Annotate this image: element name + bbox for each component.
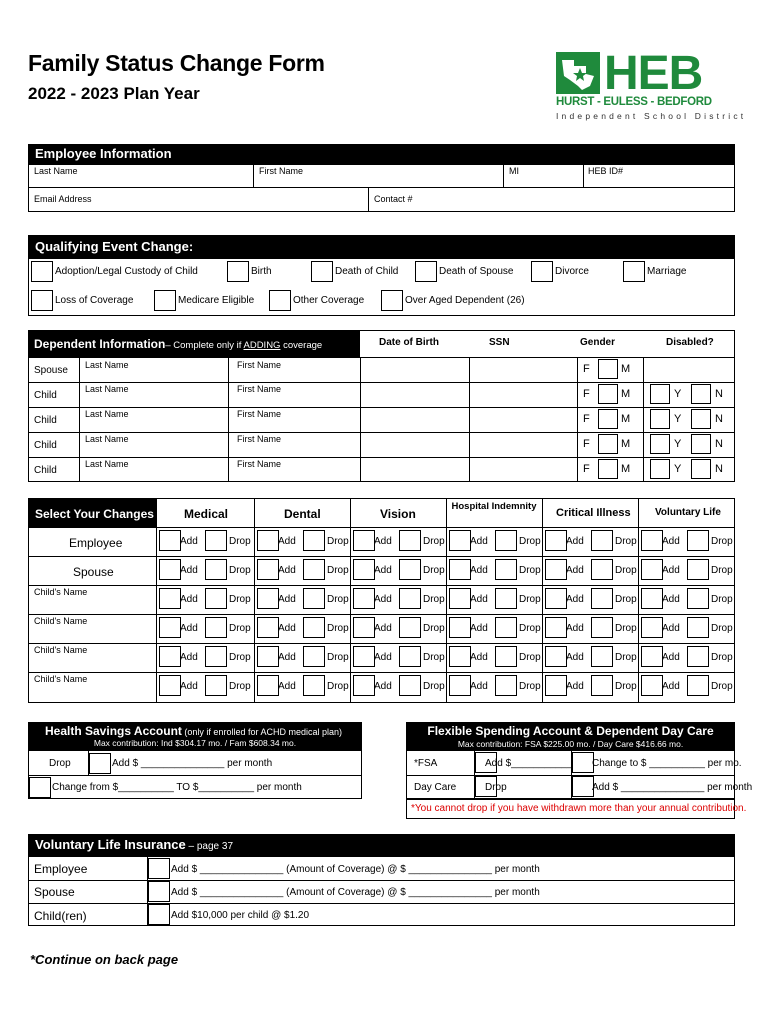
gender-f-checkbox[interactable] <box>598 459 618 479</box>
drop-checkbox[interactable] <box>495 530 517 551</box>
hsa-title: Health Savings Account <box>45 724 182 738</box>
changes-row-employee: Employee <box>69 536 123 550</box>
add-checkbox[interactable] <box>159 588 181 609</box>
mi-field[interactable]: MI <box>509 166 519 176</box>
disabled-y-label: Y <box>674 388 682 400</box>
logo-isd: Independent School District <box>556 111 747 121</box>
drop-checkbox[interactable] <box>687 617 709 638</box>
drop-label: Drop <box>327 652 349 663</box>
hsa-add-checkbox[interactable] <box>89 753 111 774</box>
vli-row-children: Child(ren) <box>34 909 87 923</box>
hsa-add-label[interactable]: Add $ _______________ per month <box>112 758 273 769</box>
fsa-header <box>406 722 735 750</box>
gender-m-label: M <box>621 463 631 475</box>
row-divider <box>29 614 734 615</box>
vli-spouse-checkbox[interactable] <box>148 881 170 902</box>
birth-label: Birth <box>251 266 272 277</box>
add-checkbox[interactable] <box>641 675 663 696</box>
drop-label: Drop <box>711 623 733 634</box>
add-checkbox[interactable] <box>545 530 567 551</box>
drop-label: Drop <box>519 536 541 547</box>
add-label: Add <box>278 565 296 576</box>
drop-checkbox[interactable] <box>687 588 709 609</box>
add-label: Add <box>278 623 296 634</box>
add-checkbox[interactable] <box>257 617 279 638</box>
drop-checkbox[interactable] <box>495 675 517 696</box>
drop-checkbox[interactable] <box>687 646 709 667</box>
vli-children-text[interactable]: Add $10,000 per child @ $1.20 <box>171 910 310 921</box>
marriage-checkbox[interactable] <box>623 261 645 282</box>
disabled-n-label: N <box>715 438 723 450</box>
add-checkbox[interactable] <box>641 530 663 551</box>
add-checkbox[interactable] <box>449 559 471 580</box>
drop-checkbox[interactable] <box>495 646 517 667</box>
drop-label: Drop <box>519 565 541 576</box>
drop-label: Drop <box>423 565 445 576</box>
add-label: Add <box>662 652 680 663</box>
add-checkbox[interactable] <box>545 617 567 638</box>
dep-last-name[interactable]: Last Name <box>85 384 129 394</box>
changes-row-child[interactable]: Child's Name <box>34 645 88 655</box>
drop-checkbox[interactable] <box>303 675 325 696</box>
add-checkbox[interactable] <box>159 646 181 667</box>
contact-field[interactable]: Contact # <box>374 194 413 204</box>
drop-checkbox[interactable] <box>205 646 227 667</box>
fsa-title: Flexible Spending Account & Dependent Day Care <box>427 724 714 738</box>
add-checkbox[interactable] <box>641 617 663 638</box>
gender-f-checkbox[interactable] <box>598 434 618 454</box>
qualifying-section-header: Qualifying Event Change: <box>28 235 735 258</box>
add-checkbox[interactable] <box>545 588 567 609</box>
fsa-max: Max contribution: FSA $225.00 mo. / Day Care $416.66 mo. <box>457 739 684 749</box>
gender-f-label: F <box>583 438 590 450</box>
changes-grid <box>28 498 735 703</box>
disabled-n-checkbox[interactable] <box>691 384 711 404</box>
add-checkbox[interactable] <box>449 588 471 609</box>
add-label: Add <box>566 681 584 692</box>
dep-last-name[interactable]: Last Name <box>85 409 129 419</box>
add-label: Add <box>374 652 392 663</box>
add-checkbox[interactable] <box>257 646 279 667</box>
drop-label: Drop <box>423 623 445 634</box>
ssn-header: SSN <box>489 337 510 348</box>
qualifying-grid <box>28 258 735 316</box>
employee-grid <box>28 164 735 212</box>
vli-spouse-text[interactable]: Add $ _______________ (Amount of Coverage) @ $ _______________ per month <box>171 887 540 898</box>
medicare-checkbox[interactable] <box>154 290 176 311</box>
add-label: Add <box>374 536 392 547</box>
drop-checkbox[interactable] <box>399 588 421 609</box>
disabled-y-label: Y <box>674 413 682 425</box>
add-checkbox[interactable] <box>353 559 375 580</box>
drop-label: Drop <box>519 681 541 692</box>
last-name-field[interactable]: Last Name <box>34 166 78 176</box>
disabled-header: Disabled? <box>666 337 714 348</box>
add-checkbox[interactable] <box>353 617 375 638</box>
daycare-add-checkbox[interactable] <box>572 776 594 797</box>
plan-vision: Vision <box>380 507 416 521</box>
add-checkbox[interactable] <box>449 675 471 696</box>
disabled-y-checkbox[interactable] <box>650 459 670 479</box>
fsa-label: *FSA <box>414 758 438 769</box>
dep-first-name[interactable]: First Name <box>237 384 282 394</box>
vli-header <box>28 834 735 856</box>
drop-label: Drop <box>519 652 541 663</box>
add-checkbox[interactable] <box>159 559 181 580</box>
disabled-y-label: Y <box>674 463 682 475</box>
loss-coverage-label: Loss of Coverage <box>55 295 134 306</box>
drop-label: Drop <box>229 681 251 692</box>
medicare-label: Medicare Eligible <box>178 295 255 306</box>
fsa-grid <box>406 750 753 799</box>
drop-label: Drop <box>423 536 445 547</box>
drop-checkbox[interactable] <box>495 559 517 580</box>
drop-checkbox[interactable] <box>205 617 227 638</box>
changes-row-child[interactable]: Child's Name <box>34 674 88 684</box>
add-checkbox[interactable] <box>641 646 663 667</box>
add-checkbox[interactable] <box>257 588 279 609</box>
plan-voluntary-life: Voluntary Life <box>655 507 721 518</box>
disabled-n-label: N <box>715 388 723 400</box>
changes-section-header: Select Your Changes <box>35 507 154 521</box>
add-checkbox[interactable] <box>159 617 181 638</box>
drop-checkbox[interactable] <box>399 675 421 696</box>
add-label: Add <box>180 681 198 692</box>
heb-id-field[interactable]: HEB ID# <box>588 166 624 176</box>
add-checkbox[interactable] <box>449 617 471 638</box>
drop-label: Drop <box>229 594 251 605</box>
add-label: Add <box>470 594 488 605</box>
add-checkbox[interactable] <box>545 559 567 580</box>
hsa-note: (only if enrolled for ACHD medical plan) <box>181 727 342 737</box>
drop-checkbox[interactable] <box>303 617 325 638</box>
drop-label: Drop <box>615 536 637 547</box>
drop-label: Drop <box>229 565 251 576</box>
vli-grid <box>28 856 735 926</box>
drop-checkbox[interactable] <box>591 588 613 609</box>
add-checkbox[interactable] <box>353 530 375 551</box>
dep-row-child: Child <box>34 465 57 476</box>
add-checkbox[interactable] <box>449 646 471 667</box>
disabled-y-checkbox[interactable] <box>650 434 670 454</box>
gender-header: Gender <box>580 337 616 348</box>
gender-m-label: M <box>621 413 631 425</box>
drop-label: Drop <box>423 652 445 663</box>
dep-row-spouse: Spouse <box>34 365 68 376</box>
add-label: Add <box>470 565 488 576</box>
drop-label: Drop <box>229 536 251 547</box>
over-aged-label: Over Aged Dependent (26) <box>405 295 525 306</box>
gender-m-label: M <box>621 363 631 375</box>
daycare-drop-label: Drop <box>485 782 507 793</box>
texas-star-icon <box>556 52 600 94</box>
drop-checkbox[interactable] <box>303 530 325 551</box>
drop-checkbox[interactable] <box>399 559 421 580</box>
first-name-field[interactable]: First Name <box>259 166 304 176</box>
hsa-change-label[interactable]: Change from $__________ TO $__________ per month <box>52 782 302 793</box>
gender-f-label: F <box>583 363 590 375</box>
email-field[interactable]: Email Address <box>34 194 92 204</box>
divorce-checkbox[interactable] <box>531 261 553 282</box>
other-coverage-label: Other Coverage <box>293 295 365 306</box>
row-divider <box>29 527 734 528</box>
hsa-drop-label: Drop <box>49 758 71 769</box>
fsa-warning: *You cannot drop if you have withdrawn more than your annual contribution. <box>406 799 735 819</box>
death-child-label: Death of Child <box>335 266 399 277</box>
gender-f-checkbox[interactable] <box>598 384 618 404</box>
plan-hospital-indemnity: Hospital Indemnity <box>451 501 537 512</box>
disabled-n-checkbox[interactable] <box>691 459 711 479</box>
add-label: Add <box>180 536 198 547</box>
death-spouse-label: Death of Spouse <box>439 266 514 277</box>
fsa-change-label[interactable]: Change to $ __________ per mo. <box>592 758 742 769</box>
fsa-change-checkbox[interactable] <box>572 752 594 773</box>
dependent-section-header: Dependent Information– Complete only if ADDING coverage <box>34 337 323 351</box>
add-checkbox[interactable] <box>159 530 181 551</box>
add-label: Add <box>662 623 680 634</box>
drop-label: Drop <box>711 681 733 692</box>
drop-label: Drop <box>615 623 637 634</box>
dep-first-name[interactable]: First Name <box>237 409 282 419</box>
add-label: Add <box>566 623 584 634</box>
drop-checkbox[interactable] <box>205 530 227 551</box>
add-label: Add <box>278 652 296 663</box>
drop-label: Drop <box>519 623 541 634</box>
add-checkbox[interactable] <box>353 588 375 609</box>
add-checkbox[interactable] <box>449 530 471 551</box>
drop-checkbox[interactable] <box>687 530 709 551</box>
gender-m-label: M <box>621 388 631 400</box>
drop-checkbox[interactable] <box>591 617 613 638</box>
drop-checkbox[interactable] <box>399 617 421 638</box>
add-checkbox[interactable] <box>159 675 181 696</box>
drop-label: Drop <box>711 536 733 547</box>
drop-label: Drop <box>327 681 349 692</box>
daycare-add-label[interactable]: Add $ _______________ per month <box>592 782 753 793</box>
daycare-label: Day Care <box>414 782 457 793</box>
row-divider <box>29 643 734 644</box>
add-checkbox[interactable] <box>641 559 663 580</box>
add-label: Add <box>180 652 198 663</box>
logo-brand: HEB <box>604 47 703 100</box>
adoption-checkbox[interactable] <box>31 261 53 282</box>
row-divider <box>29 672 734 673</box>
add-label: Add <box>278 536 296 547</box>
add-label: Add <box>470 623 488 634</box>
gender-f-label: F <box>583 388 590 400</box>
drop-label: Drop <box>615 565 637 576</box>
plan-year: 2022 - 2023 Plan Year <box>28 84 200 103</box>
add-label: Add <box>566 565 584 576</box>
vli-employee-text[interactable]: Add $ _______________ (Amount of Coverage) @ $ _______________ per month <box>171 864 540 875</box>
heb-logo <box>554 47 747 124</box>
dob-header: Date of Birth <box>379 337 439 348</box>
row-divider <box>29 585 734 586</box>
add-label: Add <box>566 594 584 605</box>
drop-checkbox[interactable] <box>399 530 421 551</box>
dep-first-name[interactable]: First Name <box>237 360 282 370</box>
gender-m-label: M <box>621 438 631 450</box>
disabled-n-label: N <box>715 413 723 425</box>
drop-checkbox[interactable] <box>303 646 325 667</box>
dep-first-name[interactable]: First Name <box>237 434 282 444</box>
drop-checkbox[interactable] <box>591 559 613 580</box>
vli-children-checkbox[interactable] <box>148 904 170 925</box>
add-checkbox[interactable] <box>641 588 663 609</box>
add-checkbox[interactable] <box>257 559 279 580</box>
add-label: Add <box>470 652 488 663</box>
drop-label: Drop <box>229 652 251 663</box>
plan-critical-illness: Critical Illness <box>556 507 631 519</box>
drop-checkbox[interactable] <box>495 588 517 609</box>
vli-row-employee: Employee <box>34 862 88 876</box>
add-label: Add <box>374 594 392 605</box>
add-label: Add <box>278 681 296 692</box>
add-label: Add <box>180 623 198 634</box>
dep-last-name[interactable]: Last Name <box>85 434 129 444</box>
death-spouse-checkbox[interactable] <box>415 261 437 282</box>
drop-checkbox[interactable] <box>303 588 325 609</box>
drop-checkbox[interactable] <box>205 675 227 696</box>
drop-label: Drop <box>423 681 445 692</box>
dep-last-name[interactable]: Last Name <box>85 459 129 469</box>
hsa-max: Max contribution: Ind $304.17 mo. / Fam $608.34 mo. <box>93 738 297 748</box>
dep-last-name[interactable]: Last Name <box>85 360 129 370</box>
disabled-n-checkbox[interactable] <box>691 409 711 429</box>
gender-f-label: F <box>583 413 590 425</box>
plan-medical: Medical <box>184 507 229 521</box>
drop-checkbox[interactable] <box>399 646 421 667</box>
vli-row-spouse: Spouse <box>34 885 75 899</box>
drop-label: Drop <box>615 652 637 663</box>
vli-employee-checkbox[interactable] <box>148 858 170 879</box>
add-label: Add <box>374 681 392 692</box>
drop-checkbox[interactable] <box>591 530 613 551</box>
drop-label: Drop <box>711 652 733 663</box>
add-label: Add <box>374 623 392 634</box>
add-checkbox[interactable] <box>257 530 279 551</box>
add-label: Add <box>180 594 198 605</box>
add-label: Add <box>470 681 488 692</box>
plan-dental: Dental <box>284 507 321 521</box>
drop-checkbox[interactable] <box>303 559 325 580</box>
changes-row-child[interactable]: Child's Name <box>34 587 88 597</box>
hsa-change-checkbox[interactable] <box>29 777 51 798</box>
drop-label: Drop <box>327 623 349 634</box>
fsa-add-label[interactable]: Add $___________ <box>485 758 573 769</box>
hsa-grid <box>28 750 362 799</box>
add-label: Add <box>278 594 296 605</box>
drop-label: Drop <box>711 594 733 605</box>
continue-note: *Continue on back page <box>30 952 179 967</box>
dep-row-child: Child <box>34 440 57 451</box>
changes-row-spouse: Spouse <box>73 565 114 579</box>
birth-checkbox[interactable] <box>227 261 249 282</box>
disabled-n-checkbox[interactable] <box>691 434 711 454</box>
add-label: Add <box>374 565 392 576</box>
gender-f-checkbox[interactable] <box>598 409 618 429</box>
drop-checkbox[interactable] <box>687 559 709 580</box>
add-label: Add <box>662 681 680 692</box>
add-label: Add <box>566 652 584 663</box>
marriage-label: Marriage <box>647 266 687 277</box>
add-label: Add <box>566 536 584 547</box>
drop-label: Drop <box>327 594 349 605</box>
drop-label: Drop <box>327 565 349 576</box>
add-label: Add <box>662 536 680 547</box>
add-label: Add <box>662 565 680 576</box>
changes-row-child[interactable]: Child's Name <box>34 616 88 626</box>
row-divider <box>29 556 734 557</box>
dep-row-child: Child <box>34 415 57 426</box>
form-title: Family Status Change Form <box>28 50 325 76</box>
add-label: Add <box>662 594 680 605</box>
add-checkbox[interactable] <box>545 675 567 696</box>
drop-label: Drop <box>423 594 445 605</box>
death-child-checkbox[interactable] <box>311 261 333 282</box>
drop-label: Drop <box>327 536 349 547</box>
logo-district: HURST - EULESS - BEDFORD <box>556 96 712 108</box>
disabled-y-label: Y <box>674 438 682 450</box>
drop-checkbox[interactable] <box>205 588 227 609</box>
add-checkbox[interactable] <box>353 646 375 667</box>
drop-checkbox[interactable] <box>495 617 517 638</box>
gender-f-checkbox[interactable] <box>598 359 618 379</box>
employee-section-header: Employee Information <box>28 144 735 164</box>
dep-row-child: Child <box>34 390 57 401</box>
loss-coverage-checkbox[interactable] <box>31 290 53 311</box>
drop-label: Drop <box>711 565 733 576</box>
drop-checkbox[interactable] <box>591 675 613 696</box>
drop-label: Drop <box>615 681 637 692</box>
other-coverage-checkbox[interactable] <box>269 290 291 311</box>
disabled-y-checkbox[interactable] <box>650 409 670 429</box>
divorce-label: Divorce <box>555 266 589 277</box>
drop-checkbox[interactable] <box>591 646 613 667</box>
over-aged-checkbox[interactable] <box>381 290 403 311</box>
drop-checkbox[interactable] <box>687 675 709 696</box>
add-label: Add <box>470 536 488 547</box>
vli-title: Voluntary Life Insurance <box>35 837 186 852</box>
add-checkbox[interactable] <box>353 675 375 696</box>
vli-page: – page 37 <box>185 841 234 852</box>
adoption-label: Adoption/Legal Custody of Child <box>55 266 198 277</box>
add-checkbox[interactable] <box>545 646 567 667</box>
add-label: Add <box>180 565 198 576</box>
dep-first-name[interactable]: First Name <box>237 459 282 469</box>
gender-f-label: F <box>583 463 590 475</box>
disabled-n-label: N <box>715 463 723 475</box>
disabled-y-checkbox[interactable] <box>650 384 670 404</box>
drop-label: Drop <box>229 623 251 634</box>
drop-checkbox[interactable] <box>205 559 227 580</box>
add-checkbox[interactable] <box>257 675 279 696</box>
hsa-header <box>28 722 362 750</box>
dependent-grid <box>28 330 735 482</box>
drop-label: Drop <box>519 594 541 605</box>
drop-label: Drop <box>615 594 637 605</box>
